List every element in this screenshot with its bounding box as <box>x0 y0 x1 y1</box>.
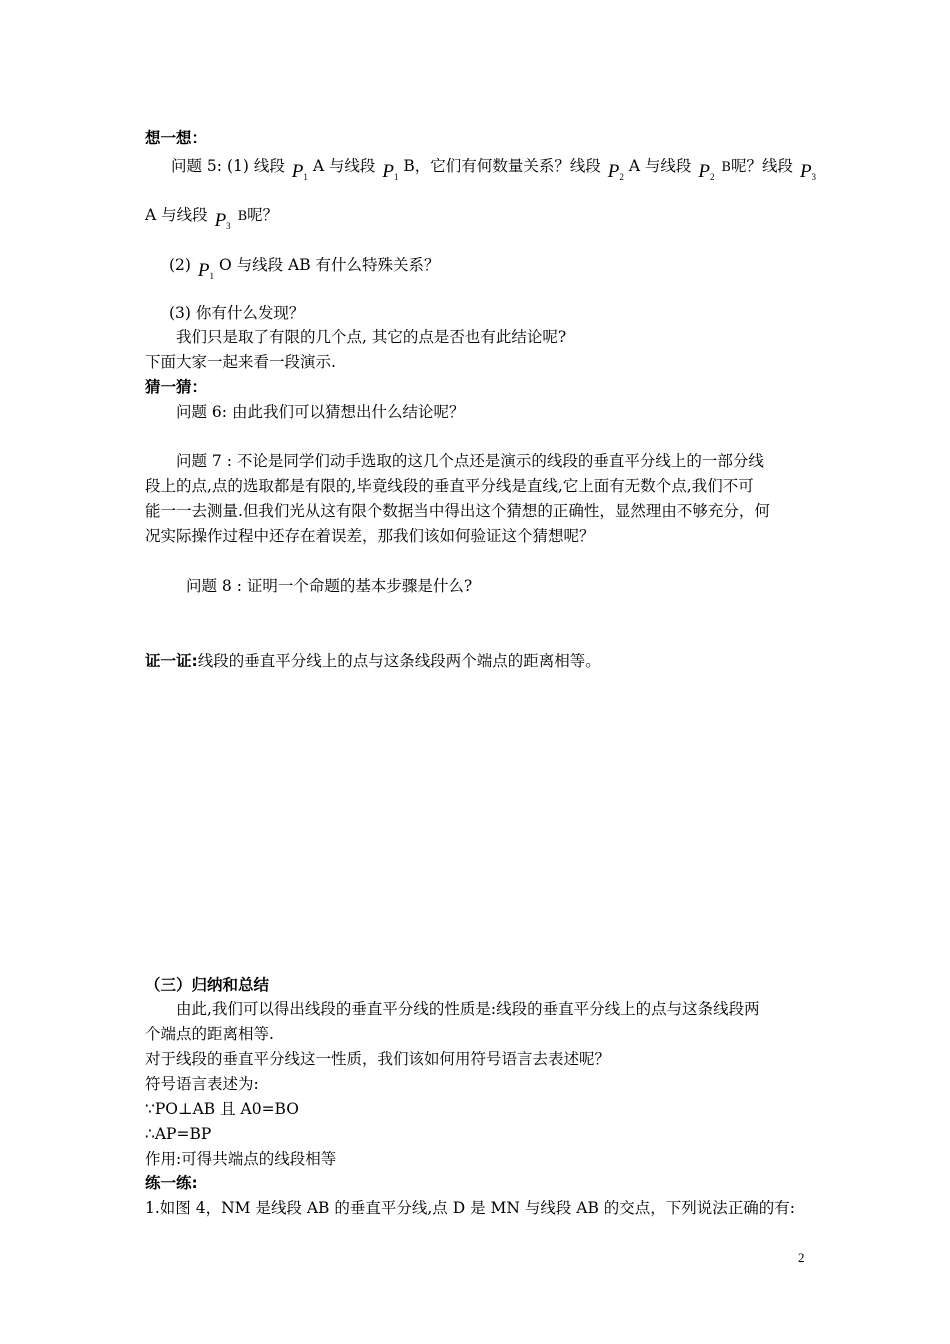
practice-question-1: 1.如图 4，NM 是线段 AB 的垂直平分线,点 D 是 MN 与线段 AB 的交点，下列说法正确的有: <box>145 1199 796 1217</box>
question-5-part-3: (3) 你有什么发现？ <box>169 304 305 322</box>
question-7-line-3: 能一一去测量.但我们光从这有限个数据当中得出这个猜想的正确性，显然理由不够充分，何 <box>145 502 770 520</box>
question-5-part-2 <box>169 255 440 281</box>
summary-purpose: 作用:可得共端点的线段相等 <box>145 1150 337 1168</box>
summary-line-4: 符号语言表述为: <box>145 1075 259 1093</box>
q5-text: B <box>237 209 248 224</box>
symbol-p1: $P_1$ <box>197 260 215 281</box>
guess-heading: 猜一猜： <box>145 378 208 396</box>
page-number: 2 <box>798 1250 805 1265</box>
q5-text: B <box>721 160 731 175</box>
prove-text: 线段的垂直平分线上的点与这条线段两个端点的距离相等。 <box>197 652 601 670</box>
question-5-line-2 <box>145 205 279 231</box>
symbol-p3: $P_3$ <box>214 210 231 231</box>
summary-line-1: 由此,我们可以得出线段的垂直平分线的性质是:线段的垂直平分线上的点与这条线段两 <box>176 1000 760 1018</box>
question-6: 问题 6: 由此我们可以猜想出什么结论呢？ <box>176 403 465 421</box>
think-heading: 想一想： <box>145 129 208 147</box>
q5-text: A 与线段 <box>628 157 692 175</box>
summary-line-2: 个端点的距离相等. <box>145 1025 274 1043</box>
question-7-line-1: 问题 7 : 不论是同学们动手选取的这几个点还是演示的线段的垂直平分线上的一部分线 <box>176 452 764 470</box>
symbol-p2: $P_2$ <box>698 161 715 182</box>
question-7-line-2: 段上的点,点的选取都是有限的,毕竟线段的垂直平分线是直线,它上面有无数个点,我们不可 <box>145 477 754 495</box>
summary-line-3: 对于线段的垂直平分线这一性质，我们该如何用符号语言去表述呢？ <box>145 1050 611 1068</box>
q5-text: A 与线段 <box>312 157 376 175</box>
limited-points-text: 我们只是取了有限的几个点, 其它的点是否也有此结论呢? <box>176 328 567 346</box>
prove-heading: 证一证: <box>145 652 198 670</box>
symbol-statement-given: ∵PO⊥AB 且 A0=BO <box>145 1100 299 1118</box>
practice-heading: 练一练: <box>145 1174 198 1192</box>
q5-2-label: (2) <box>169 256 191 274</box>
q5-2-text: O 与线段 AB 有什么特殊关系？ <box>218 256 440 274</box>
q5-text: A 与线段 <box>145 206 208 224</box>
symbol-p1: $P_1$ <box>291 161 308 182</box>
question-5-line-1 <box>171 156 817 182</box>
symbol-p3: $P_3$ <box>799 161 817 182</box>
demo-text: 下面大家一起来看一段演示. <box>145 353 336 371</box>
prove-line <box>145 651 601 671</box>
q5-label: 问题 5: (1) 线段 <box>171 157 285 175</box>
q5-text: 呢？线段 <box>730 157 793 175</box>
symbol-p1: $P_1$ <box>382 161 399 182</box>
symbol-p2: $P_2$ <box>607 161 624 182</box>
symbol-statement-conclusion: ∴AP=BP <box>145 1125 212 1143</box>
q5-text: 呢？ <box>247 206 279 224</box>
q5-text: B，它们有何数量关系？线段 <box>403 157 601 175</box>
question-7-line-4: 况实际操作过程中还存在着误差，那我们该如何验证这个猜想呢？ <box>145 527 595 545</box>
question-8: 问题 8 : 证明一个命题的基本步骤是什么? <box>186 577 473 595</box>
summary-heading: （三）归纳和总结 <box>145 976 270 994</box>
